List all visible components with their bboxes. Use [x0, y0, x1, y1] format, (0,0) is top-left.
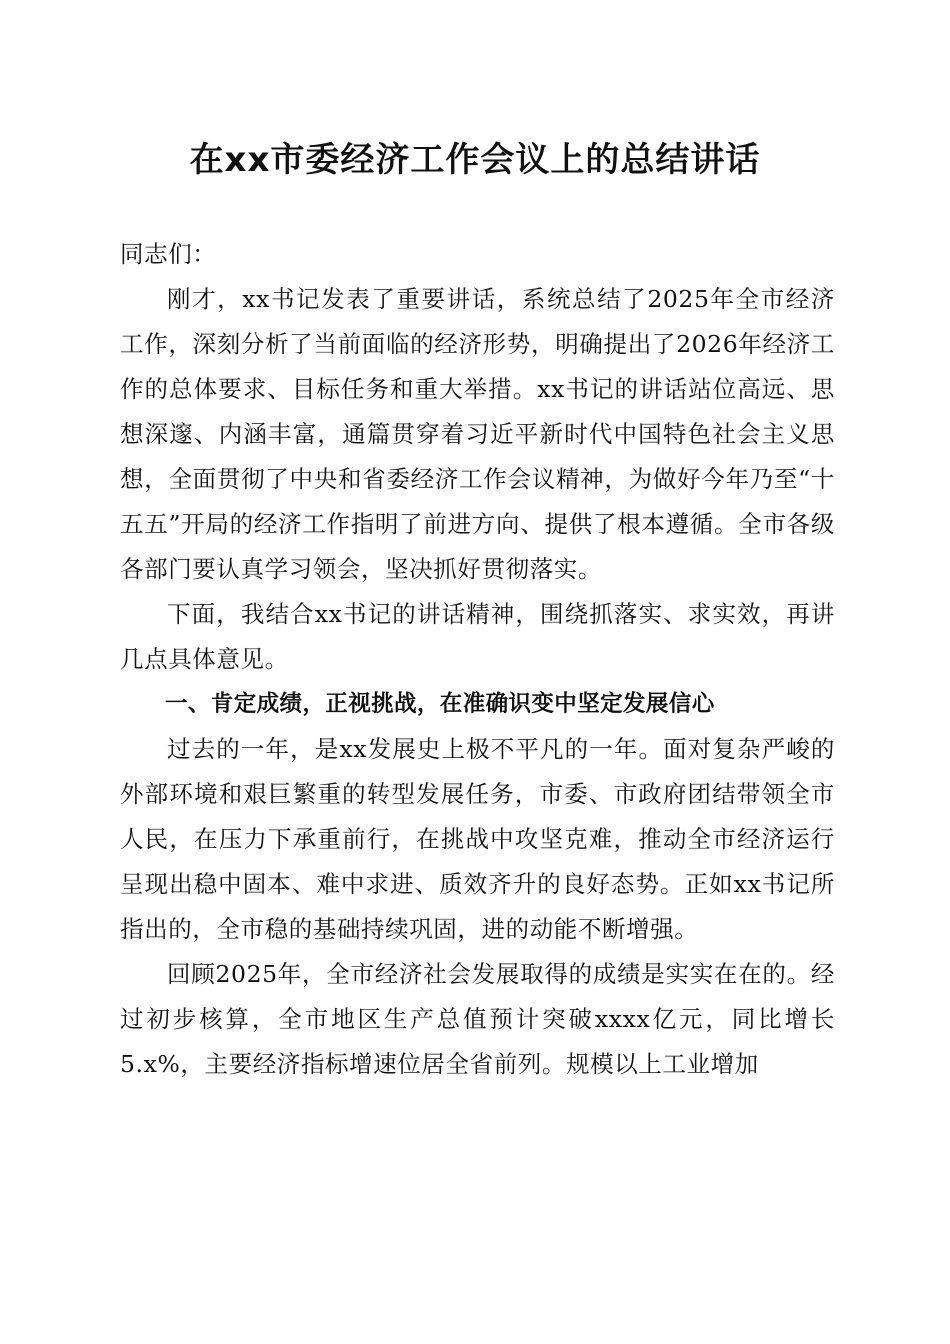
document-title: 在xx市委经济工作会议上的总结讲话 [189, 140, 761, 180]
salutation: 同志们： [120, 240, 217, 268]
paragraph-achievements: 回顾2025年，全市经济社会发展取得的成绩是实实在在的。经过初步核算，全市地区生产总值预计突破xxxx亿元，同比增长5.x%，主要经济指标增速位居全省前列。规模以上工业增加 [120, 960, 835, 1078]
section-heading: 一、肯定成绩，正视挑战，在准确识变中坚定发展信心 [165, 691, 715, 717]
paragraph-transition: 下面，我结合xx书记的讲话精神，围绕抓落实、求实效，再讲几点具体意见。 [120, 600, 835, 673]
paragraph-opening: 刚才，xx书记发表了重要讲话，系统总结了2025年全市经济工作，深刻分析了当前面临的经济形势，明确提出了2026年经济工作的总体要求、目标任务和重大举措。xx书记的讲话站位高远、思想深邃、内涵丰富，通篇贯穿着习近平新时代中国特色社会主义思想，全面贯彻了中央和省委经济工作会议精神，为做好今年乃至“十五五”开局的经济工作指明了前进方向、提供了根本遵循。全市各级各部门要认真学习领会，坚决抓好贯彻落实。 [120, 285, 835, 583]
paragraph-review: 过去的一年，是xx发展史上极不平凡的一年。面对复杂严峻的外部环境和艰巨繁重的转型发展任务，市委、市政府团结带领全市人民，在压力下承重前行，在挑战中攻坚克难，推动全市经济运行呈现出稳中固本、难中求进、质效齐升的良好态势。正如xx书记所指出的，全市稳的基础持续巩固，进的动能不断增强。 [120, 735, 835, 943]
document-body [120, 232, 835, 1087]
